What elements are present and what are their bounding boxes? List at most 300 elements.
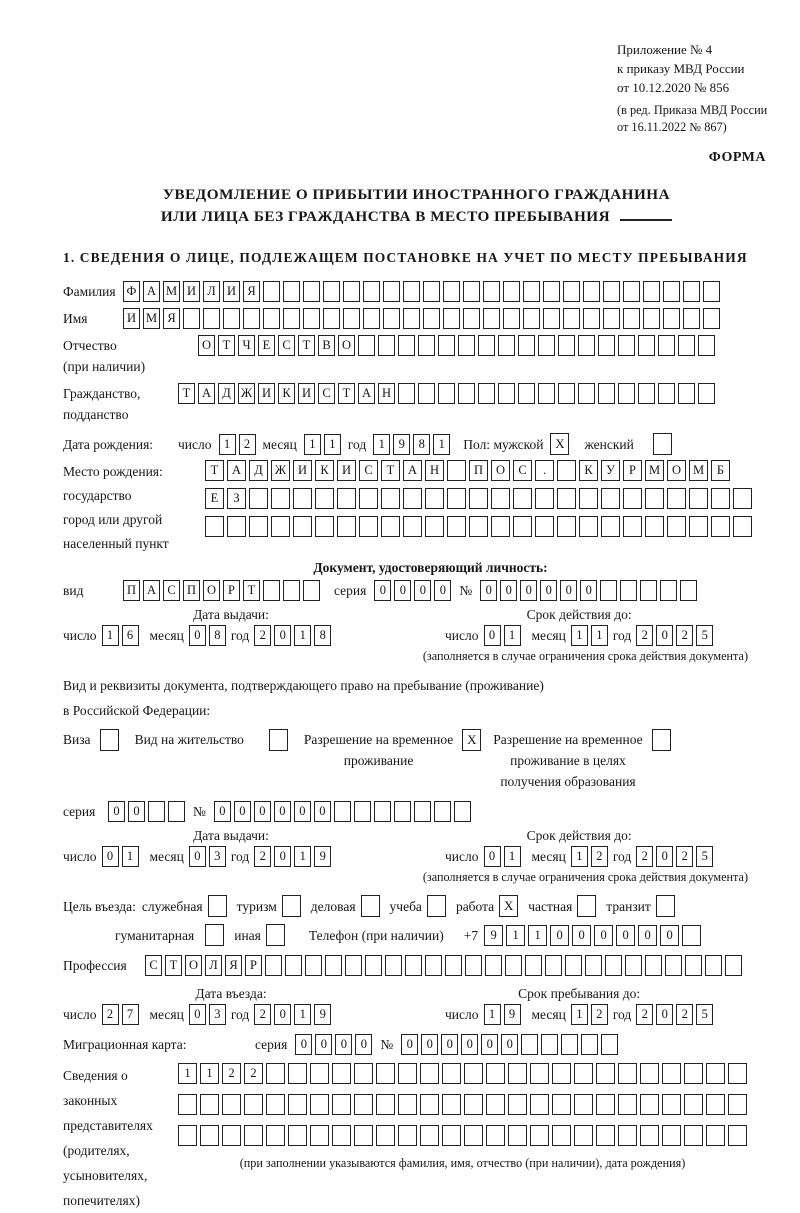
char-cell[interactable]: Т	[205, 460, 224, 481]
char-cell[interactable]: О	[338, 335, 355, 356]
char-cell[interactable]	[645, 955, 662, 976]
char-cell[interactable]	[640, 1094, 659, 1115]
char-cell[interactable]: 9	[504, 1004, 521, 1025]
char-cell[interactable]	[425, 955, 442, 976]
char-cell[interactable]	[343, 281, 360, 302]
char-cell[interactable]	[486, 1125, 505, 1146]
char-cell[interactable]	[513, 488, 532, 509]
char-cell[interactable]	[469, 488, 488, 509]
char-cell[interactable]: 0	[441, 1034, 458, 1055]
char-cell[interactable]	[638, 335, 655, 356]
char-cell[interactable]	[596, 1094, 615, 1115]
char-cell[interactable]: 1	[506, 925, 525, 946]
char-cell[interactable]: 0	[501, 1034, 518, 1055]
char-cell[interactable]: 0	[616, 925, 635, 946]
char-cell[interactable]	[363, 281, 380, 302]
char-cell[interactable]: 1	[504, 625, 521, 646]
char-cell[interactable]: 1	[571, 1004, 588, 1025]
char-cell[interactable]	[243, 308, 260, 329]
char-cell[interactable]	[557, 460, 576, 481]
char-cell[interactable]	[358, 335, 375, 356]
char-cell[interactable]: 8	[413, 434, 430, 455]
char-cell[interactable]: И	[183, 281, 200, 302]
char-cell[interactable]	[442, 1094, 461, 1115]
char-cell[interactable]: Б	[711, 460, 730, 481]
char-cell[interactable]: 2	[591, 1004, 608, 1025]
char-cell[interactable]: 5	[696, 846, 713, 867]
char-cell[interactable]	[565, 955, 582, 976]
char-cell[interactable]: 1	[122, 846, 139, 867]
char-cell[interactable]: Р	[623, 460, 642, 481]
char-cell[interactable]	[645, 488, 664, 509]
char-cell[interactable]: Н	[425, 460, 444, 481]
char-cell[interactable]	[618, 1125, 637, 1146]
char-cell[interactable]	[310, 1125, 329, 1146]
char-cell[interactable]	[703, 308, 720, 329]
char-cell[interactable]: О	[667, 460, 686, 481]
char-cell[interactable]: 0	[414, 580, 431, 601]
char-cell[interactable]: 0	[274, 625, 291, 646]
char-cell[interactable]	[596, 1063, 615, 1084]
purpose-humanitarian-checkbox[interactable]	[205, 924, 224, 946]
char-cell[interactable]	[420, 1094, 439, 1115]
char-cell[interactable]	[601, 516, 620, 537]
char-cell[interactable]	[420, 1125, 439, 1146]
char-cell[interactable]: Т	[243, 580, 260, 601]
char-cell[interactable]: 2	[254, 1004, 271, 1025]
char-cell[interactable]	[523, 281, 540, 302]
char-cell[interactable]: Д	[249, 460, 268, 481]
char-cell[interactable]	[334, 801, 351, 822]
char-cell[interactable]: 0	[572, 925, 591, 946]
char-cell[interactable]: 0	[560, 580, 577, 601]
char-cell[interactable]	[498, 383, 515, 404]
char-cell[interactable]	[464, 1063, 483, 1084]
char-cell[interactable]	[535, 488, 554, 509]
char-cell[interactable]	[618, 1094, 637, 1115]
char-cell[interactable]	[148, 801, 165, 822]
char-cell[interactable]: В	[318, 335, 335, 356]
char-cell[interactable]: Е	[258, 335, 275, 356]
char-cell[interactable]	[552, 1063, 571, 1084]
char-cell[interactable]	[733, 488, 752, 509]
char-cell[interactable]	[423, 308, 440, 329]
char-cell[interactable]	[543, 281, 560, 302]
char-cell[interactable]: М	[689, 460, 708, 481]
char-cell[interactable]: 0	[660, 925, 679, 946]
char-cell[interactable]: С	[278, 335, 295, 356]
char-cell[interactable]: 1	[591, 625, 608, 646]
char-cell[interactable]	[463, 308, 480, 329]
char-cell[interactable]: 0	[189, 625, 206, 646]
char-cell[interactable]: 0	[254, 801, 271, 822]
char-cell[interactable]	[530, 1094, 549, 1115]
char-cell[interactable]	[620, 580, 637, 601]
char-cell[interactable]	[200, 1125, 219, 1146]
char-cell[interactable]	[303, 281, 320, 302]
char-cell[interactable]	[545, 955, 562, 976]
char-cell[interactable]: Р	[223, 580, 240, 601]
char-cell[interactable]: 0	[274, 846, 291, 867]
char-cell[interactable]: К	[579, 460, 598, 481]
char-cell[interactable]	[385, 955, 402, 976]
char-cell[interactable]: Ж	[238, 383, 255, 404]
purpose-tourism-checkbox[interactable]	[282, 895, 301, 917]
char-cell[interactable]: И	[337, 460, 356, 481]
char-cell[interactable]: 2	[254, 625, 271, 646]
char-cell[interactable]: 0	[102, 846, 119, 867]
char-cell[interactable]	[293, 516, 312, 537]
char-cell[interactable]: 0	[434, 580, 451, 601]
char-cell[interactable]: Ф	[123, 281, 140, 302]
char-cell[interactable]	[378, 335, 395, 356]
char-cell[interactable]	[663, 281, 680, 302]
char-cell[interactable]	[442, 1125, 461, 1146]
char-cell[interactable]: И	[258, 383, 275, 404]
char-cell[interactable]	[434, 801, 451, 822]
char-cell[interactable]: А	[198, 383, 215, 404]
char-cell[interactable]: 5	[696, 1004, 713, 1025]
char-cell[interactable]: 0	[480, 580, 497, 601]
char-cell[interactable]	[464, 1125, 483, 1146]
char-cell[interactable]	[249, 488, 268, 509]
char-cell[interactable]: Л	[205, 955, 222, 976]
char-cell[interactable]	[684, 1094, 703, 1115]
char-cell[interactable]	[508, 1094, 527, 1115]
char-cell[interactable]	[325, 955, 342, 976]
char-cell[interactable]: 0	[500, 580, 517, 601]
char-cell[interactable]: 1	[178, 1063, 197, 1084]
char-cell[interactable]	[578, 383, 595, 404]
char-cell[interactable]	[583, 308, 600, 329]
char-cell[interactable]: 0	[355, 1034, 372, 1055]
char-cell[interactable]	[665, 955, 682, 976]
purpose-commercial-checkbox[interactable]	[361, 895, 380, 917]
char-cell[interactable]: 1	[304, 434, 321, 455]
char-cell[interactable]: 9	[314, 846, 331, 867]
char-cell[interactable]	[483, 281, 500, 302]
char-cell[interactable]	[438, 335, 455, 356]
char-cell[interactable]	[381, 488, 400, 509]
char-cell[interactable]: 5	[696, 625, 713, 646]
char-cell[interactable]	[486, 1094, 505, 1115]
char-cell[interactable]	[337, 516, 356, 537]
char-cell[interactable]	[508, 1063, 527, 1084]
char-cell[interactable]	[265, 955, 282, 976]
char-cell[interactable]: 1	[433, 434, 450, 455]
char-cell[interactable]: 0	[540, 580, 557, 601]
char-cell[interactable]	[359, 488, 378, 509]
char-cell[interactable]	[698, 335, 715, 356]
char-cell[interactable]: Т	[178, 383, 195, 404]
char-cell[interactable]: Т	[338, 383, 355, 404]
char-cell[interactable]	[310, 1094, 329, 1115]
char-cell[interactable]	[403, 516, 422, 537]
char-cell[interactable]	[394, 801, 411, 822]
char-cell[interactable]	[381, 516, 400, 537]
char-cell[interactable]	[706, 1125, 725, 1146]
char-cell[interactable]: 2	[676, 625, 693, 646]
char-cell[interactable]	[552, 1125, 571, 1146]
char-cell[interactable]: 1	[504, 846, 521, 867]
char-cell[interactable]	[244, 1125, 263, 1146]
char-cell[interactable]: 2	[676, 846, 693, 867]
char-cell[interactable]: Д	[218, 383, 235, 404]
char-cell[interactable]	[728, 1094, 747, 1115]
char-cell[interactable]: Я	[243, 281, 260, 302]
char-cell[interactable]	[376, 1094, 395, 1115]
char-cell[interactable]	[464, 1094, 483, 1115]
char-cell[interactable]: 1	[324, 434, 341, 455]
char-cell[interactable]	[640, 1063, 659, 1084]
char-cell[interactable]: Я	[163, 308, 180, 329]
purpose-private-checkbox[interactable]	[577, 895, 596, 917]
char-cell[interactable]: У	[601, 460, 620, 481]
char-cell[interactable]: 0	[295, 1034, 312, 1055]
char-cell[interactable]	[423, 281, 440, 302]
char-cell[interactable]	[244, 1094, 263, 1115]
char-cell[interactable]	[425, 516, 444, 537]
char-cell[interactable]	[414, 801, 431, 822]
char-cell[interactable]	[623, 516, 642, 537]
char-cell[interactable]	[183, 308, 200, 329]
char-cell[interactable]: 0	[656, 625, 673, 646]
char-cell[interactable]	[703, 281, 720, 302]
char-cell[interactable]	[733, 516, 752, 537]
char-cell[interactable]: 2	[244, 1063, 263, 1084]
char-cell[interactable]	[345, 955, 362, 976]
char-cell[interactable]	[574, 1125, 593, 1146]
char-cell[interactable]	[266, 1094, 285, 1115]
char-cell[interactable]	[579, 488, 598, 509]
char-cell[interactable]	[538, 383, 555, 404]
char-cell[interactable]	[365, 955, 382, 976]
char-cell[interactable]	[563, 308, 580, 329]
char-cell[interactable]	[525, 955, 542, 976]
char-cell[interactable]	[249, 516, 268, 537]
char-cell[interactable]	[623, 488, 642, 509]
char-cell[interactable]: 0	[656, 1004, 673, 1025]
char-cell[interactable]: Л	[203, 281, 220, 302]
char-cell[interactable]	[623, 281, 640, 302]
char-cell[interactable]: 3	[209, 1004, 226, 1025]
char-cell[interactable]: 8	[314, 625, 331, 646]
char-cell[interactable]: 0	[580, 580, 597, 601]
char-cell[interactable]	[222, 1094, 241, 1115]
char-cell[interactable]: 1	[528, 925, 547, 946]
char-cell[interactable]	[359, 516, 378, 537]
char-cell[interactable]	[458, 383, 475, 404]
char-cell[interactable]	[521, 1034, 538, 1055]
char-cell[interactable]: 0	[274, 1004, 291, 1025]
char-cell[interactable]	[640, 580, 657, 601]
char-cell[interactable]	[491, 488, 510, 509]
char-cell[interactable]	[543, 308, 560, 329]
char-cell[interactable]	[601, 1034, 618, 1055]
char-cell[interactable]: 0	[234, 801, 251, 822]
char-cell[interactable]	[285, 955, 302, 976]
char-cell[interactable]	[283, 308, 300, 329]
char-cell[interactable]	[557, 488, 576, 509]
char-cell[interactable]	[579, 516, 598, 537]
char-cell[interactable]: Р	[245, 955, 262, 976]
char-cell[interactable]	[508, 1125, 527, 1146]
char-cell[interactable]	[667, 488, 686, 509]
char-cell[interactable]: 1	[294, 1004, 311, 1025]
char-cell[interactable]	[383, 308, 400, 329]
char-cell[interactable]: 1	[102, 625, 119, 646]
char-cell[interactable]: 0	[550, 925, 569, 946]
char-cell[interactable]: И	[293, 460, 312, 481]
char-cell[interactable]: С	[163, 580, 180, 601]
char-cell[interactable]	[518, 383, 535, 404]
char-cell[interactable]	[711, 488, 730, 509]
char-cell[interactable]	[660, 580, 677, 601]
char-cell[interactable]	[303, 308, 320, 329]
char-cell[interactable]	[728, 1125, 747, 1146]
char-cell[interactable]	[458, 335, 475, 356]
char-cell[interactable]	[645, 516, 664, 537]
char-cell[interactable]	[583, 281, 600, 302]
edu-permit-checkbox[interactable]	[652, 729, 671, 751]
char-cell[interactable]	[706, 1094, 725, 1115]
char-cell[interactable]	[530, 1125, 549, 1146]
char-cell[interactable]	[223, 308, 240, 329]
char-cell[interactable]	[486, 1063, 505, 1084]
char-cell[interactable]	[563, 281, 580, 302]
char-cell[interactable]: П	[183, 580, 200, 601]
residence-permit-checkbox[interactable]	[269, 729, 288, 751]
char-cell[interactable]	[478, 383, 495, 404]
char-cell[interactable]: 0	[128, 801, 145, 822]
char-cell[interactable]	[684, 1125, 703, 1146]
char-cell[interactable]: А	[143, 281, 160, 302]
char-cell[interactable]	[332, 1125, 351, 1146]
char-cell[interactable]	[683, 308, 700, 329]
char-cell[interactable]: 2	[636, 625, 653, 646]
char-cell[interactable]	[310, 1063, 329, 1084]
char-cell[interactable]	[227, 516, 246, 537]
char-cell[interactable]: А	[403, 460, 422, 481]
char-cell[interactable]: 0	[401, 1034, 418, 1055]
char-cell[interactable]	[222, 1125, 241, 1146]
char-cell[interactable]	[682, 925, 701, 946]
char-cell[interactable]	[323, 308, 340, 329]
char-cell[interactable]	[332, 1063, 351, 1084]
char-cell[interactable]	[315, 516, 334, 537]
char-cell[interactable]	[541, 1034, 558, 1055]
char-cell[interactable]	[600, 580, 617, 601]
char-cell[interactable]	[698, 383, 715, 404]
char-cell[interactable]: Т	[381, 460, 400, 481]
char-cell[interactable]: 0	[315, 1034, 332, 1055]
char-cell[interactable]: 0	[520, 580, 537, 601]
char-cell[interactable]	[288, 1094, 307, 1115]
char-cell[interactable]: Т	[165, 955, 182, 976]
char-cell[interactable]: 0	[189, 846, 206, 867]
char-cell[interactable]: М	[143, 308, 160, 329]
char-cell[interactable]: А	[358, 383, 375, 404]
char-cell[interactable]: 0	[656, 846, 673, 867]
char-cell[interactable]	[293, 488, 312, 509]
char-cell[interactable]: 2	[102, 1004, 119, 1025]
char-cell[interactable]	[383, 281, 400, 302]
char-cell[interactable]	[200, 1094, 219, 1115]
char-cell[interactable]: 1	[571, 625, 588, 646]
char-cell[interactable]	[662, 1063, 681, 1084]
char-cell[interactable]: 1	[294, 625, 311, 646]
char-cell[interactable]: 6	[122, 625, 139, 646]
char-cell[interactable]	[598, 335, 615, 356]
char-cell[interactable]: 0	[394, 580, 411, 601]
char-cell[interactable]	[354, 1063, 373, 1084]
char-cell[interactable]	[438, 383, 455, 404]
char-cell[interactable]	[505, 955, 522, 976]
char-cell[interactable]: 0	[274, 801, 291, 822]
char-cell[interactable]: О	[185, 955, 202, 976]
char-cell[interactable]	[658, 335, 675, 356]
char-cell[interactable]	[513, 516, 532, 537]
char-cell[interactable]: Е	[205, 488, 224, 509]
char-cell[interactable]: .	[535, 460, 554, 481]
char-cell[interactable]: К	[278, 383, 295, 404]
char-cell[interactable]	[376, 1125, 395, 1146]
char-cell[interactable]: Н	[378, 383, 395, 404]
char-cell[interactable]	[538, 335, 555, 356]
char-cell[interactable]	[403, 308, 420, 329]
char-cell[interactable]	[205, 516, 224, 537]
male-checkbox[interactable]: X	[550, 433, 569, 455]
char-cell[interactable]	[678, 335, 695, 356]
char-cell[interactable]: 2	[254, 846, 271, 867]
char-cell[interactable]: 9	[484, 925, 503, 946]
char-cell[interactable]	[343, 308, 360, 329]
char-cell[interactable]	[266, 1063, 285, 1084]
char-cell[interactable]	[283, 281, 300, 302]
char-cell[interactable]	[405, 955, 422, 976]
char-cell[interactable]	[478, 335, 495, 356]
char-cell[interactable]	[557, 516, 576, 537]
char-cell[interactable]	[662, 1125, 681, 1146]
char-cell[interactable]	[454, 801, 471, 822]
char-cell[interactable]: 1	[484, 1004, 501, 1025]
char-cell[interactable]	[271, 516, 290, 537]
char-cell[interactable]: 0	[314, 801, 331, 822]
char-cell[interactable]	[684, 1063, 703, 1084]
char-cell[interactable]	[447, 488, 466, 509]
char-cell[interactable]	[203, 308, 220, 329]
char-cell[interactable]	[574, 1063, 593, 1084]
char-cell[interactable]: 0	[335, 1034, 352, 1055]
char-cell[interactable]: И	[223, 281, 240, 302]
char-cell[interactable]	[447, 516, 466, 537]
char-cell[interactable]	[418, 383, 435, 404]
char-cell[interactable]	[271, 488, 290, 509]
char-cell[interactable]: 2	[591, 846, 608, 867]
char-cell[interactable]: 7	[122, 1004, 139, 1025]
char-cell[interactable]	[442, 1063, 461, 1084]
char-cell[interactable]: 3	[209, 846, 226, 867]
char-cell[interactable]	[363, 308, 380, 329]
char-cell[interactable]	[689, 516, 708, 537]
char-cell[interactable]: А	[143, 580, 160, 601]
char-cell[interactable]: 0	[294, 801, 311, 822]
char-cell[interactable]	[263, 281, 280, 302]
char-cell[interactable]	[403, 488, 422, 509]
char-cell[interactable]: 0	[481, 1034, 498, 1055]
char-cell[interactable]	[374, 801, 391, 822]
female-checkbox[interactable]	[653, 433, 672, 455]
